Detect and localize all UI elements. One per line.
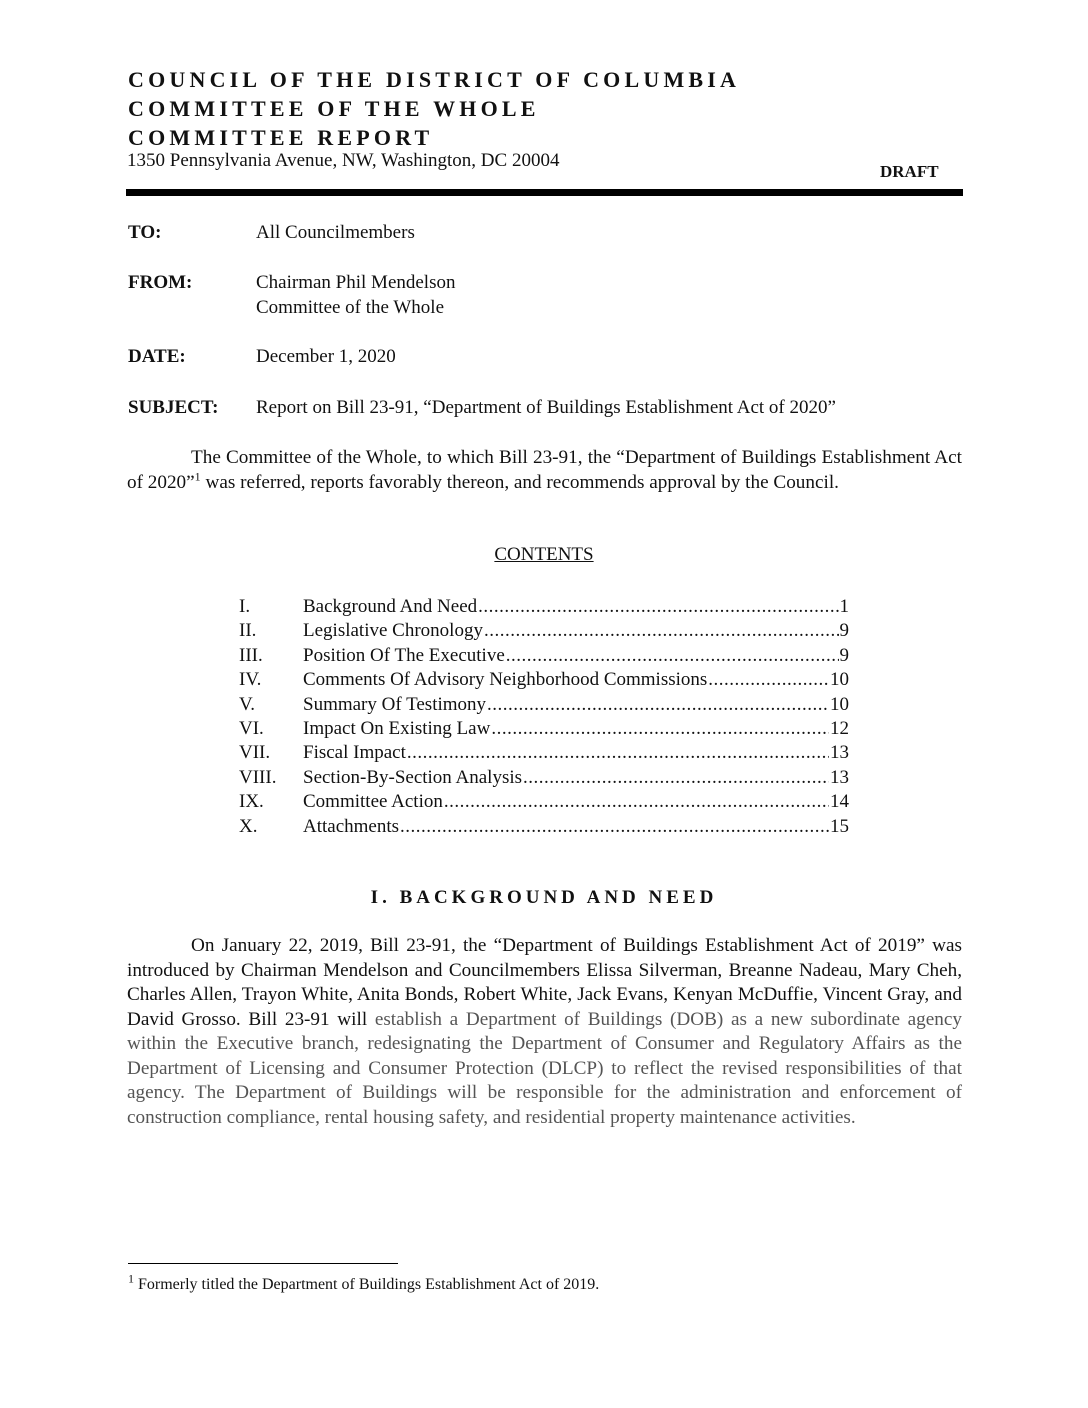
to-value: All Councilmembers [256, 222, 415, 243]
date-label: DATE: [128, 346, 186, 367]
toc-page: 12 [830, 717, 849, 739]
toc-number: III. [239, 644, 263, 666]
toc-item[interactable] [239, 644, 849, 668]
toc-number: IX. [239, 791, 264, 813]
council-name: COUNCIL OF THE DISTRICT OF COLUMBIA [128, 67, 741, 92]
toc-item[interactable] [239, 741, 849, 765]
footnote-rule [128, 1263, 398, 1264]
toc-page: 9 [839, 620, 849, 642]
from-label: FROM: [128, 272, 193, 293]
toc-leader [487, 693, 829, 717]
report-type: COMMITTEE REPORT [128, 125, 434, 150]
toc-item[interactable] [239, 766, 849, 790]
toc-page: 13 [830, 766, 849, 788]
toc-number: V. [239, 693, 256, 715]
toc-number: VIII. [239, 766, 277, 788]
date-value: December 1, 2020 [256, 346, 396, 367]
subject-value: Report on Bill 23-91, “Department of Buildings Establishment Act of 2020” [256, 397, 836, 418]
contents-heading: CONTENTS [494, 544, 594, 565]
footnote-text: Formerly titled the Department of Buildings Establishment Act of 2019. [134, 1276, 600, 1293]
from-value-2: Committee of the Whole [256, 297, 445, 318]
toc-item[interactable] [239, 717, 849, 741]
toc-title: Summary Of Testimony [303, 693, 487, 715]
toc-title: Position Of The Executive [303, 644, 505, 666]
toc-number: I. [239, 596, 251, 617]
committee-name: COMMITTEE OF THE WHOLE [128, 96, 540, 121]
address: 1350 Pennsylvania Avenue, NW, Washington, DC 20004 [127, 150, 560, 171]
toc-leader [478, 595, 838, 619]
toc-title: Attachments [303, 815, 400, 837]
footnote-ref[interactable]: 1 [194, 469, 201, 484]
intro-paragraph [127, 446, 962, 495]
intro-text-a: The Committee of the Whole, to which Bill 23-91, the “Department of Buildings Establishment Act of 2020” [127, 447, 962, 493]
toc-page: 15 [830, 815, 849, 837]
toc-leader [523, 766, 829, 790]
intro-text-b: was referred, reports favorably thereon, and recommends approval by the Council. [200, 471, 839, 493]
subject-label: SUBJECT: [128, 397, 219, 418]
background-text-a: On January 22, 2019, Bill 23-91, the “Department of Buildings Establishment Act of 2019” was introduced by Chairman Mendelson and Councilmembers Elissa Silverman, Breanne Nadeau, Mary Cheh, Charles Allen, Trayon White, Anita Bonds, Robert White, Jack Evans, Kenyan McDuffie, Vincent Gray, and David Grosso. Bill 23-91 will [127, 935, 962, 1030]
footnote [128, 1271, 600, 1294]
toc-number: X. [239, 815, 258, 837]
toc-page: 13 [830, 742, 849, 764]
toc-number: II. [239, 620, 257, 642]
toc-page: 10 [830, 693, 849, 715]
toc-number: VII. [239, 742, 271, 764]
toc-page: 10 [830, 669, 849, 691]
background-text-b: establish a Department of Buildings (DOB) as a new subordinate agency within the Executive branch, redesignating the Department of Consumer and Regulatory Affairs as the Department of Licensing and Consumer Protection (DLCP) to reflect the revised responsibilities of that agency. The Department of Buildings will be responsible for the administration and enforcement of construction compliance, rental housing safety, and residential property maintenance activities. [127, 1008, 962, 1128]
toc-leader [407, 741, 829, 765]
toc-item[interactable] [239, 619, 849, 643]
toc-item[interactable] [239, 668, 849, 692]
background-paragraph [127, 934, 962, 1130]
toc-title: Comments Of Advisory Neighborhood Commissions [303, 669, 708, 691]
from-value-1: Chairman Phil Mendelson [256, 272, 456, 293]
toc-leader [491, 717, 829, 741]
toc-number: IV. [239, 669, 262, 691]
toc-title: Impact On Existing Law [303, 717, 491, 739]
toc-title: Fiscal Impact [303, 742, 406, 764]
toc-title: Legislative Chronology [303, 620, 483, 642]
toc-page: 9 [839, 644, 849, 666]
toc-leader [444, 790, 829, 814]
header-rule [126, 189, 963, 196]
toc-title: Section-By-Section Analysis [303, 766, 523, 788]
section-heading: I. BACKGROUND AND NEED [370, 887, 718, 908]
table-of-contents [239, 595, 849, 839]
toc-title: Background And Need [303, 596, 478, 617]
toc-leader [400, 815, 829, 839]
footnote-num: 1 [128, 1271, 134, 1286]
toc-item[interactable] [239, 693, 849, 717]
toc-item[interactable] [239, 815, 849, 839]
toc-item[interactable] [239, 595, 849, 619]
toc-item[interactable] [239, 790, 849, 814]
draft-label: DRAFT [880, 162, 939, 181]
toc-leader [484, 619, 839, 643]
toc-leader [506, 644, 839, 668]
to-label: TO: [128, 222, 162, 243]
toc-title: Committee Action [303, 791, 443, 813]
toc-leader [708, 668, 829, 692]
toc-page: 1 [839, 596, 849, 617]
toc-page: 14 [830, 791, 849, 813]
toc-number: VI. [239, 717, 264, 739]
